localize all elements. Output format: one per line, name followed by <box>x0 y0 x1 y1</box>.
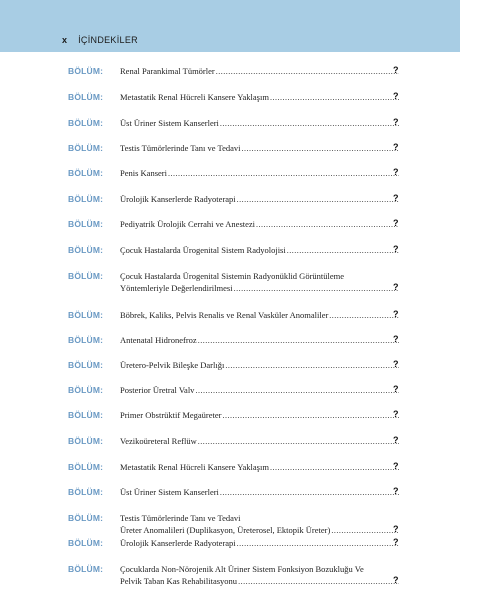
entry-title-line <box>120 538 400 548</box>
chapter-label: BÖLÜM: <box>68 410 104 420</box>
dot-leader <box>237 539 399 548</box>
entry-title-line <box>120 310 400 320</box>
dot-leader <box>329 311 399 320</box>
entry-title: Posterior Üretral Valv <box>120 385 195 395</box>
entry-title-line <box>120 92 400 102</box>
dot-leader <box>223 411 400 420</box>
page-reference: ? <box>393 244 399 254</box>
page-reference: ? <box>393 218 399 228</box>
entry-title: Vezikoüreteral Reflüw <box>120 436 197 446</box>
chapter-label: BÖLÜM: <box>68 564 104 574</box>
page-reference: ? <box>393 435 399 445</box>
entry-title: Üreter Anomalileri (Duplikasyon, Üreterosel, Ektopik Üreter) <box>120 525 331 535</box>
chapter-label: BÖLÜM: <box>68 143 104 153</box>
entry-title: Penis Kanseri <box>120 168 167 178</box>
chapter-label: BÖLÜM: <box>68 436 104 446</box>
page-reference: ? <box>393 537 399 547</box>
dot-leader <box>216 67 399 76</box>
entry-title-line <box>120 194 400 204</box>
entry-title: Ürolojik Kanserlerde Radyoterapi <box>120 194 236 204</box>
page-reference: ? <box>393 142 399 152</box>
entry-title-line <box>120 168 400 178</box>
entry-title: Pediyatrik Ürolojik Cerrahi ve Anestezi <box>120 219 256 229</box>
page-reference: ? <box>393 167 399 177</box>
dot-leader <box>331 526 399 535</box>
chapter-label: BÖLÜM: <box>68 360 104 370</box>
entry-title: Üst Üriner Sistem Kanserleri <box>120 487 219 497</box>
page-reference: ? <box>393 309 399 319</box>
page-reference: ? <box>393 359 399 369</box>
entry-title-line <box>120 118 400 128</box>
page-reference: ? <box>393 575 399 585</box>
chapter-label: BÖLÜM: <box>68 168 104 178</box>
dot-leader <box>238 577 399 586</box>
chapter-label: BÖLÜM: <box>68 462 104 472</box>
page-reference: ? <box>393 282 399 292</box>
page-reference: ? <box>393 193 399 203</box>
dot-leader <box>270 463 399 472</box>
dot-leader <box>256 220 399 229</box>
dot-leader <box>287 246 399 255</box>
entry-title-line <box>120 436 400 446</box>
dot-leader <box>225 361 399 370</box>
dot-leader <box>168 169 399 178</box>
page-reference: ? <box>393 409 399 419</box>
entry-title-line <box>120 219 400 229</box>
entry-title-line <box>120 245 400 255</box>
dot-leader <box>198 437 399 446</box>
entry-title-line <box>120 487 400 497</box>
entry-title-line <box>120 66 400 76</box>
entry-title: Üst Üriner Sistem Kanserleri <box>120 118 219 128</box>
dot-leader <box>220 488 399 497</box>
chapter-label: BÖLÜM: <box>68 118 104 128</box>
entry-title: Ürolojik Kanserlerde Radyoterapi <box>120 538 236 548</box>
dot-leader <box>237 195 399 204</box>
chapter-label: BÖLÜM: <box>68 194 104 204</box>
page-reference: ? <box>393 91 399 101</box>
entry-title-line <box>120 525 400 535</box>
page-reference: ? <box>393 117 399 127</box>
entry-title: Antenatal Hidronefroz <box>120 335 197 345</box>
entry-title-line <box>120 462 400 472</box>
chapter-label: BÖLÜM: <box>68 245 104 255</box>
page-number: x <box>62 35 68 45</box>
page-reference: ? <box>393 384 399 394</box>
dot-leader <box>242 144 400 153</box>
page-reference: ? <box>393 65 399 75</box>
page-title: İÇİNDEKİLER <box>78 35 138 45</box>
chapter-label: BÖLÜM: <box>68 487 104 497</box>
chapter-label: BÖLÜM: <box>68 538 104 548</box>
dot-leader <box>195 386 399 395</box>
chapter-label: BÖLÜM: <box>68 513 104 523</box>
chapter-label: BÖLÜM: <box>68 271 104 281</box>
entry-title-line <box>120 360 400 370</box>
entry-title: Primer Obstrüktif Megaüreter <box>120 410 222 420</box>
entry-title: Metastatik Renal Hücreli Kansere Yaklaşım <box>120 462 269 472</box>
entry-title: Yöntemleriyle Değerlendirilmesi <box>120 283 233 293</box>
entry-title: Üretero-Pelvik Bileşke Darlığı <box>120 360 225 370</box>
entry-title-line: Çocuklarda Non-Nörojenik Alt Üriner Sistem Fonksiyon Bozukluğu Ve <box>120 564 364 574</box>
entry-title: Metastatik Renal Hücreli Kansere Yaklaşım <box>120 92 269 102</box>
chapter-label: BÖLÜM: <box>68 92 104 102</box>
chapter-label: BÖLÜM: <box>68 219 104 229</box>
page-reference: ? <box>393 334 399 344</box>
dot-leader <box>220 119 399 128</box>
entry-title-line: Çocuk Hastalarda Ürogenital Sistemin Radyonüklid Görüntüleme <box>120 271 345 281</box>
page-reference: ? <box>393 524 399 534</box>
page-reference: ? <box>393 461 399 471</box>
entry-title: Pelvik Taban Kas Rehabilitasyonu <box>120 576 238 586</box>
entry-title-line <box>120 576 400 586</box>
entry-title-line <box>120 143 400 153</box>
dot-leader <box>234 284 399 293</box>
chapter-label: BÖLÜM: <box>68 335 104 345</box>
dot-leader <box>198 336 399 345</box>
entry-title-line: Testis Tümörlerinde Tanı ve Tedavi <box>120 513 241 523</box>
page-reference: ? <box>393 486 399 496</box>
entry-title: Çocuk Hastalarda Ürogenital Sistem Radyolojisi <box>120 245 286 255</box>
entry-title-line <box>120 335 400 345</box>
entry-title-line <box>120 283 400 293</box>
entry-title: Renal Parankimal Tümörler <box>120 66 215 76</box>
dot-leader <box>270 93 399 102</box>
entry-title: Testis Tümörlerinde Tanı ve Tedavi <box>120 143 241 153</box>
entry-title-line <box>120 410 400 420</box>
chapter-label: BÖLÜM: <box>68 385 104 395</box>
chapter-label: BÖLÜM: <box>68 66 104 76</box>
entry-title: Böbrek, Kaliks, Pelvis Renalis ve Renal Vasküler Anomaliler <box>120 310 329 320</box>
chapter-label: BÖLÜM: <box>68 310 104 320</box>
entry-title-line <box>120 385 400 395</box>
